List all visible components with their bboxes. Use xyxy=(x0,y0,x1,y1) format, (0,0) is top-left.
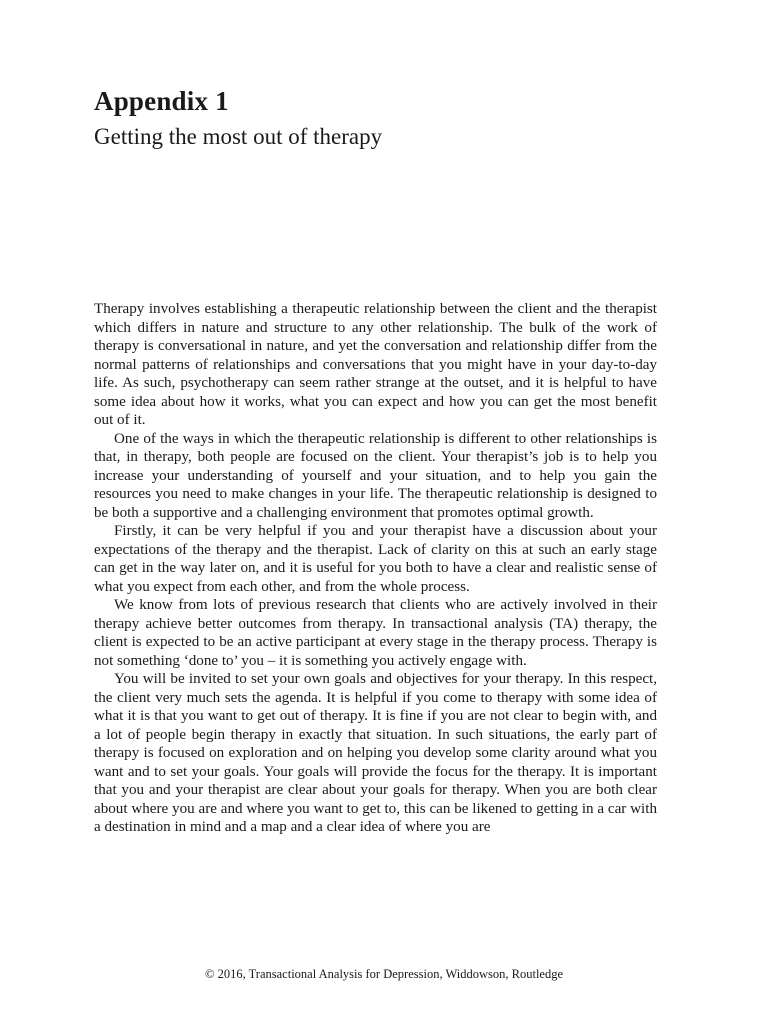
chapter-heading xyxy=(94,84,674,151)
paragraph-2: One of the ways in which the therapeutic relationship is different to other relationships is that, in therapy, both people are focused on the client. Your therapist’s job is to help you increase your understanding of yourself and your situation, and to help you gain the resources you need to make changes in your life. The therapeutic relationship is designed to be both a supportive and a challenging environment that promotes optimal growth. xyxy=(94,430,657,521)
appendix-title: Appendix 1 xyxy=(94,86,229,116)
paragraph-4: We know from lots of previous research that clients who are actively involved in their therapy achieve better outcomes from therapy. In transactional analysis (TA) therapy, the client is expected to be an active participant at every stage in the therapy process. Therapy is not something ‘done to’ you – it is something you actively engage with. xyxy=(94,597,657,669)
copyright-footer: © 2016, Transactional Analysis for Depression, Widdowson, Routledge xyxy=(204,967,564,981)
body-text xyxy=(94,300,657,837)
paragraph-5: You will be invited to set your own goals and objectives for your therapy. In this respect, the client very much sets the agenda. It is helpful if you come to therapy with some idea of what it is that you want to get out of therapy. It is fine if you are not clear to begin with, and a lot of people begin therapy in exactly that situation. In such situations, the early part of therapy is focused on exploration and on helping you develop some clarity around what you want and to set your goals. Your goals will provide the focus for the therapy. It is important that you and your therapist are clear about your goals for therapy. When you are both clear about where you are and where you want to get to, this can be likened to getting in a car with a destination in mind and a map and a clear idea of where you are xyxy=(94,671,657,835)
appendix-subtitle: Getting the most out of therapy xyxy=(94,124,383,149)
paragraph-1: Therapy involves establishing a therapeutic relationship between the client and the therapist which differs in nature and structure to any other relationship. The bulk of the work of therapy is conversational in nature, and yet the conversation and relationship differ from the normal patterns of relationships and conversations that you might have in your day-to-day life. As such, psychotherapy can seem rather strange at the outset, and it is helpful to have some idea about how it works, what you can expect and how you can get the most benefit out of it. xyxy=(94,301,657,428)
paragraph-3: Firstly, it can be very helpful if you and your therapist have a discussion about your expectations of the therapy and the therapist. Lack of clarity on this at such an early stage can get in the way later on, and it is useful for you both to have a clear and realistic sense of what you expect from each other, and from the whole process. xyxy=(94,523,657,595)
